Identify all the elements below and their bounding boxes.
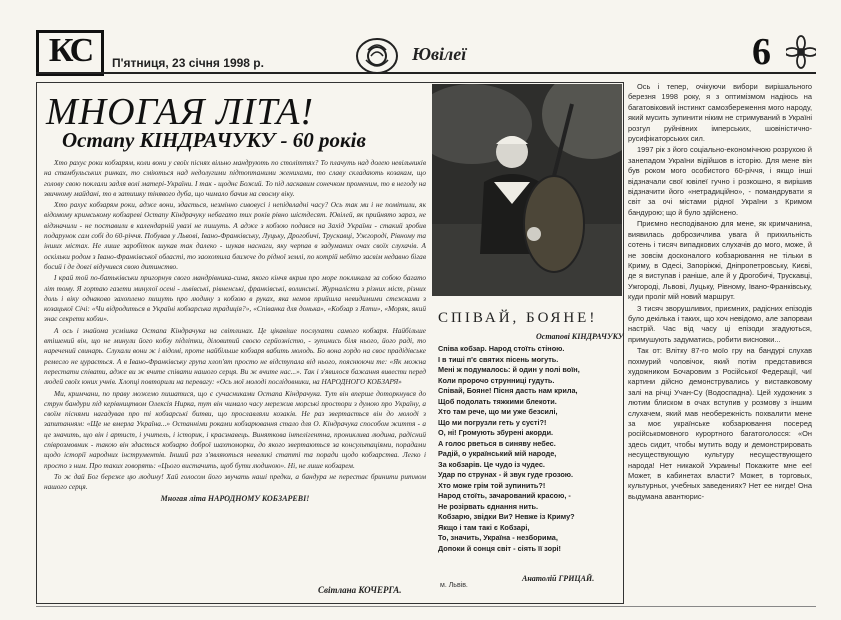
right-paragraph-2: 1997 рік з його соціально-економічною розрухою й занепадом України відійшов в історію. Для мене він був роком мого особистого 60-річчя, і якщо інші відзначали свої ювілеї гучно і розкошно, я вирішив відзначити його «нетрадиційно», - помандрувати я світ за очі містами рідної України з Кримом бандурою; що й було здійснено. <box>628 145 812 217</box>
right-paragraph-5: Так от: Влітку 87-го моїо гру на бандурі слухав похмурий чоловічок, який потім представився художником Бочаровим з Російської Федерації, чиї картини дійсно демонструвались у виставковому залі на річці Учан-Су (Водоспадна). Цей художник з лютим блиском в очах вступив у розмову з іншим слухачем, який мав необережність похвалити мене за моє українське кобзарювання посеред російськомовного курортного багатоголосся: «Он здесь сидит, чтобы мутить воду и демонстрировать несуществующую культуру несуществующего народа! Нет никакой Украины! Покажите мне ее! Может, в кабинетах власти? Может, в торговых, культурных, учебных заведениях? Нет ее нигде! Она выдумана авантюрис- <box>628 346 812 501</box>
poem-line: Мені ж подумалось: й один у полі воїн, <box>438 365 580 374</box>
poem-line: Що ми погрузли геть у сусті?! <box>438 417 547 427</box>
poem-line: О, ні! Громують збурені акорди. <box>438 428 554 437</box>
masthead-rule <box>36 72 816 74</box>
poem-line: І в тиші п'є святих пісень могуть. <box>438 354 559 364</box>
article-closing: Многая літа НАРОДНОМУ КОБЗАРЕВІ! <box>160 493 310 503</box>
article-paragraph-1: Хто рахує роки кобзарям, коли вони у своїх піснях вільно мандрують по століттях? То плачуть над долею невільників на стамбульських ринках, то сміються над недолугими підтоптаними женихами, то славу складають козакам, що голову свою поклали задля волі матері-України. І так - щоднє Божий. То під ласкавим сонечком променим, то в негоду на звичному майдані, то в затишку тінявого дуба, що чимало бачив на своєму віку. <box>44 158 426 198</box>
article-paragraph-6: То ж дай Бог береже цю людину! Хай голосом його звучать наші предки, а бандура не перестає бринити ритмом нашого серця. <box>44 471 426 492</box>
poem-text <box>438 344 622 554</box>
article-body <box>44 158 426 590</box>
poem-dedication: Остапові КІНДРАЧУКУ <box>536 332 624 341</box>
article-author: Світлана КОЧЕРГА. <box>318 585 402 595</box>
poem-line: Кобзарю, звідки Ви? Невже із Криму? <box>438 512 575 521</box>
poem-line: Коли пророчо струнниці гудуть. <box>438 375 555 385</box>
issue-date: П'ятниця, 23 січня 1998 р. <box>112 56 264 70</box>
poem-line: Удар по струнах - й звук гуде грозою. <box>438 470 574 479</box>
section-rubric: Ювілеї <box>412 44 467 64</box>
right-column-text <box>628 82 812 610</box>
poem-title: СПІВАЙ, БОЯНЕ! <box>438 310 598 326</box>
page-number: 6 <box>752 31 771 73</box>
right-paragraph-3: Приємно несподіваною для мене, як кримчанина, виявилась доброзичлива увага й прихильність сотень і тисяч випадкових слухачів до мого, може, й не зовсім досконалого кобзарювання не тільки в Криму, в Одесі, Запоріжжі, Дніпропетровську, Києві, де я виступав і раніше, але й у Дрогобичі, Трускавці, Ужгороді, Львові, Луцьку, Рівному, Івано-Франківську, куди проліг мій новий маршрут. <box>628 219 812 302</box>
right-paragraph-1: Ось і тепер, очікуючи вибори вирішального березня 1998 року, я з оптимізмом надіюсь на багатовіковий інстинкт самозбереження мого народу, який мусить зупинити ніким не стримуваний в Україні розгул руйнівних імперських, шовіністично-русифікаторських сил. <box>628 82 812 144</box>
poem-line: Радій, о український мій народе, <box>438 449 557 458</box>
poem-line: Співай, Бояне! Пісня дасть нам крила, <box>438 386 578 395</box>
poem-line: Якщо і там такі є Кобзарі, <box>438 522 530 532</box>
poem-place: м. Львів. <box>440 582 468 589</box>
poem-line: Народ стоїть, зачарований красою, - <box>438 491 571 500</box>
newspaper-logo: КС <box>36 30 104 76</box>
article-paragraph-2: Хто рахує кобзарям роки, адже вони, здається, незмінно сивовусі і непідвладні часу? Ось так ми і не помітили, як відомому кримському кобзареві Остапу Кіндрачуку небагато тих років рівно шістдесят. Ювілей, як прийнято зараз, не відзначили - не поставили в календарній увазі не пишуть. А адже з кобзою подався на Захід України - стакий зробив подарунок сам собі до 60-річчя. Побував у Львові, Івано-Франківську, Луцьку, Дрогобичі, Трускавці, Ужгороді, Рівному та інших містах. Не лише заробіток шукав так далеко - шукав наснаги, яку черпав в задуманих очах своїх слухачів. А оскільки родом з Івано-Франківської області, то заохотила ближче до рідної землі, по котрій небіто засвім недавно бігав босий і де довгі відучився свою дитинство. <box>44 200 426 271</box>
right-paragraph-4: З тисяч зворушливих, приємних, радісних епізодів було декілька і таких, що хоч невідомо, але запорваи настрій. Час від часу ці епізоди згадуються, примушують задуматись, робити висновки... <box>628 303 812 344</box>
article-paragraph-3: І край той по-батьківськи пригорнув свого мандрівника-сина, якого кінчя вкрив про море покликала за собою багато літ тому. Я гортаю газети минулої осені - львівські, рівненські, франківські, волинські. Журналісти з різних міст, різних доль і віку однаково захоплено пишуть про людину з кобзою в руках, яка немов прийшла невидимими стежками з козацької Січі: «Чи відродиться в Україні кобзарська традиція?», «Співанка для донька», «Кобзар з Ялти», «Моряк, який знає секрети кобзи». <box>44 273 426 324</box>
poem-author: Анатолій ГРИЦАЙ. <box>522 574 595 583</box>
poem-line: Хто там рече, що ми уже безсилі, <box>438 407 558 416</box>
article-paragraph-5: Ми, кримчани, по праву можемо пишатися, що є сучасниками Остапа Кіндрачука. Тут він вперше доторкнувся до струн бандури під керівництвом Олексія Нирка, тут він чимало часу мережив морські простори з думою про Україну, а своїм піснями нагадував про ті кобзарські битви, що прославляли козаків. Не раз звертається він до молоді з запитанням: «Ще не вмерла Україна...» Останніми роками кобзарювання стало для О. Кіндрачука способом життя - а це значить, що він і артист, і учитель, і історик, і краєзнавець. Виняткова інтелігентна, прониклива людина, радісний співрозмовник - такою він здається кобзарю доброї шахтоморки, до якого звертаються за консультаціями, порадами щодо історії народних інструментів. Інший раз з'являються невеликі статті та поради щодо кобзарства. Легко і просто з ним. Про таких говорять: «Цього вистачить, щоб бути людиною». Ні, не лише кобзарем. <box>44 388 426 470</box>
poem-line: Щоб подолать тяжкими блекоти. <box>438 396 557 406</box>
poem-line: Хто може грім той зупинить?! <box>438 480 546 490</box>
poem-line: За кобзарів. Це чудо із чудес. <box>438 459 545 469</box>
page-bottom-rule <box>36 606 816 607</box>
poem-line: То, значить, Україна - незборима, <box>438 533 558 542</box>
article-subhead: Остапу КІНДРАЧУКУ - 60 років <box>62 128 366 152</box>
poem-line: А голос рветься в синяву небес. <box>438 438 556 448</box>
poem-line: Співа кобзар. Народ стоїть стіною. <box>438 344 565 353</box>
article-paragraph-4: А ось і знайома усмішка Остапа Кіндрачука на світлинах. Це цікавіше послухати самого кобзаря. Найбільше втішений він, що не минули його кобзу підлітки, діловитий своєю серйозністю, - зупинись біля нього, його раді, то наречений свинарь. Слухали вони ж і відомі, проте найбільше кобзаря вабить молодь. Бо вона гордо на своє прадідівське ремесло не цурається. А в Івано-Франківську група хлоп'ят просто не відступала від нього, пояснюючи те: «Як можна перестати співати, адже ви ж вчите співати нашого серця. Ви ж вчите нас...». Так і з'явилося бажання вивести перед людей своїх юних учнів. Хлопці повторили на перевагу: «Ось мої молоді послідовники, на НАРОДНОГО КОБЗАРЯ» <box>44 325 426 387</box>
rose-emblem-icon <box>354 36 400 76</box>
poem-line: Допоки й сонця світ - сіять її зорі! <box>438 543 561 553</box>
poem-line: Не розірвать єднання нить. <box>438 501 539 511</box>
article-headline: МНОГАЯ ЛІТА! <box>46 91 314 133</box>
ornament-flower-icon <box>786 34 816 70</box>
kobzar-photo <box>432 84 622 296</box>
